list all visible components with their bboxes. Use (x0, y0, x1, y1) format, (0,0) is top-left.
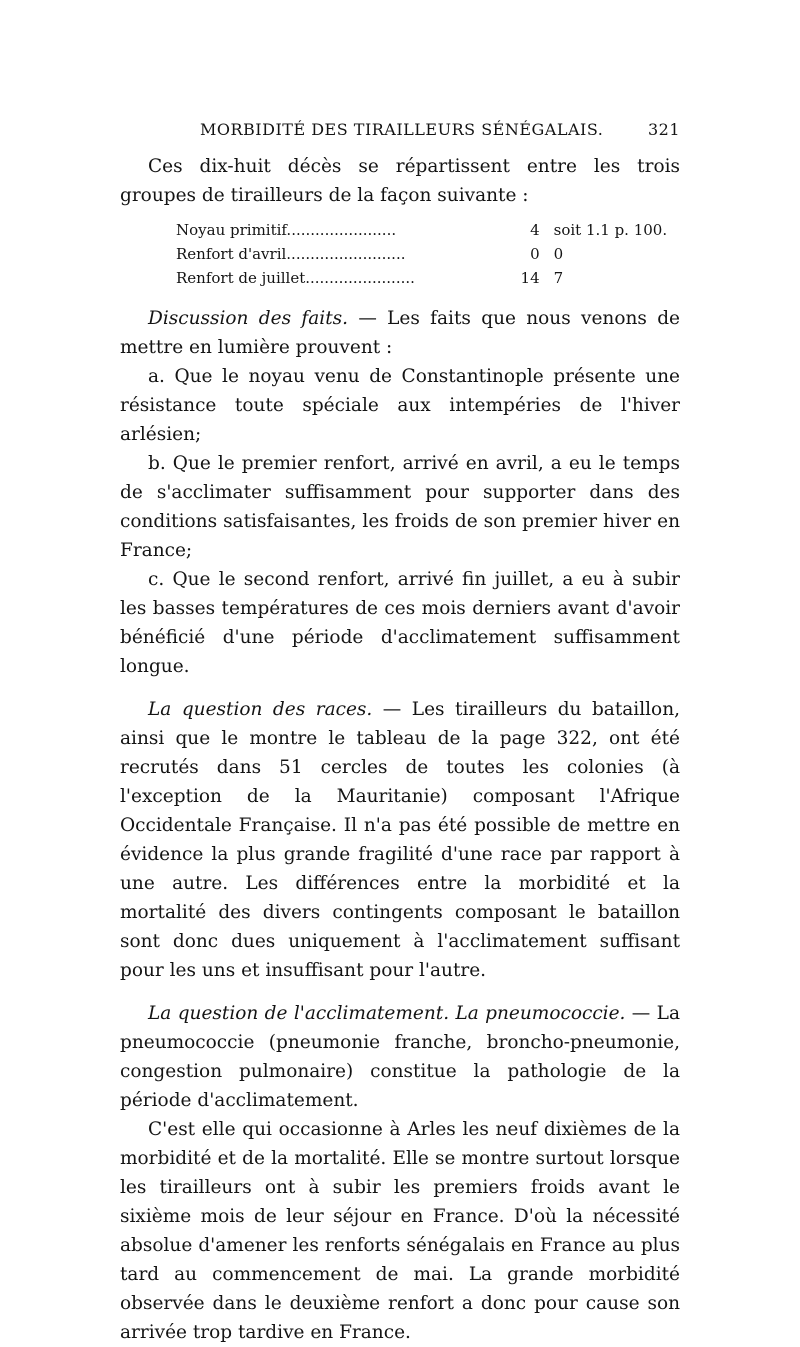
deaths-table (176, 218, 680, 290)
row-ratio: soit 1.1 p. 100. (553, 221, 668, 239)
table-row (176, 266, 680, 290)
acclimatement-paragraph-2: C'est elle qui occasionne à Arles les neuf dixièmes de la morbidité et de la mortalité. Elle se montre surtout lorsque les tirailleurs ont à subir les premiers froids avant le sixième mois de leur séjour en France. D'où la nécessité absolue d'amener les renforts sénégalais en France au plus tard au commencement de mai. La grande morbidité observée dans le deuxième renfort a donc pour cause son arrivée trop tardive en France. (120, 1119, 680, 1343)
row-count: 0 (530, 245, 540, 263)
discussion-paragraph (120, 304, 680, 362)
header-title: MORBIDITÉ DES TIRAILLEURS SÉNÉGALAIS. (200, 120, 604, 139)
row-count: 14 (520, 269, 540, 287)
races-text: — Les tirailleurs du bataillon, ainsi que le montre le tableau de la page 322, ont été recrutés dans 51 cercles de toutes les colonies (à l'exception de la Mauritanie) composant l'Afrique Occidentale Française. Il n'a pas été possible de mettre en évidence la plus grande fragilité d'une race par rapport à une autre. Les différences entre la morbidité et la mortalité des divers contingents composant le bataillon sont donc dues uniquement à l'acclimatement suffisant pour les uns et insuffisant pour l'autre. (120, 699, 680, 981)
acclimatement-text: — La pneumococcie (pneumonie franche, broncho-pneumonie, congestion pulmonaire) constitue la pathologie de la période d'acclimatement. (120, 1003, 681, 1111)
table-row (176, 242, 680, 266)
point-b: b. Que le premier renfort, arrivé en avril, a eu le temps de s'acclimater suffisamment pour supporter dans des conditions satisfaisantes, les froids de son premier hiver en France; (120, 453, 680, 561)
row-ratio: 7 (553, 269, 564, 287)
row-label: Renfort de juillet....................... (176, 269, 415, 287)
intro-paragraph: Ces dix-huit décès se répartissent entre les trois groupes de tirailleurs de la façon suivante : (120, 156, 680, 206)
table-row (176, 218, 680, 242)
acclimatement-heading: La question de l'acclimatement. La pneumococcie. (148, 1003, 626, 1024)
discussion-heading: Discussion des faits. (148, 308, 348, 329)
row-ratio: 0 (553, 245, 564, 263)
discussion-text: — Les faits que nous venons de mettre en lumière prouvent : (120, 308, 680, 358)
row-count: 4 (530, 221, 540, 239)
page-number: 321 (647, 120, 680, 139)
body-text (120, 152, 680, 1347)
acclimatement-paragraph (120, 999, 680, 1115)
point-c: c. Que le second renfort, arrivé fin juillet, a eu à subir les basses températures de ces mois derniers avant d'avoir bénéficié d'une période d'acclimatement suffisamment longue. (120, 569, 680, 677)
row-label: Renfort d'avril......................... (176, 245, 406, 263)
point-a: a. Que le noyau venu de Constantinople présente une résistance toute spéciale aux intempéries de l'hiver arlésien; (120, 366, 680, 445)
races-paragraph (120, 695, 680, 985)
row-label: Noyau primitif....................... (176, 221, 397, 239)
races-heading: La question des races. (148, 699, 373, 720)
